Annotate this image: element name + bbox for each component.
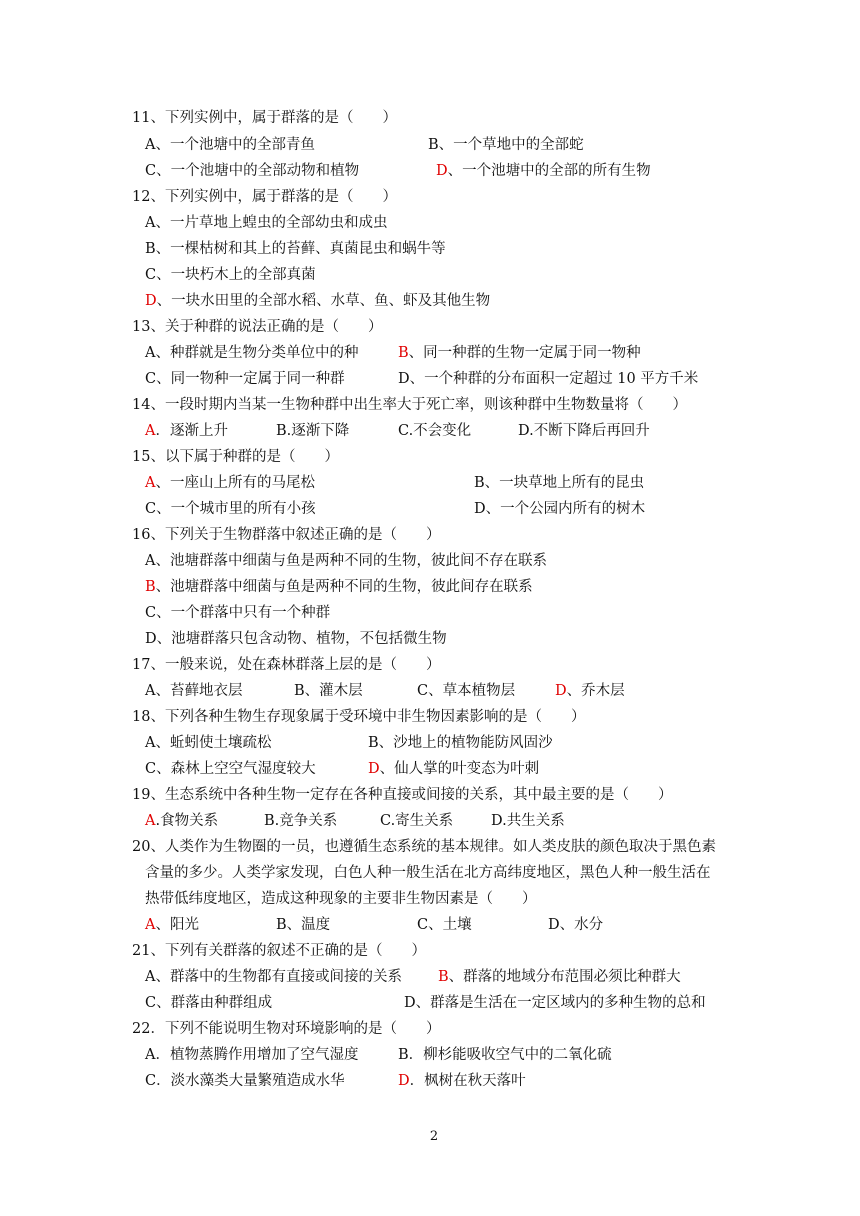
option-key: C bbox=[145, 995, 157, 1011]
option-text: 、一块草地上所有的昆虫 bbox=[484, 475, 645, 491]
question-stem: 19、生态系统中各种生物一定存在各种直接或间接的关系，其中最主要的是（ ） bbox=[132, 787, 673, 803]
option-key: A bbox=[145, 137, 156, 153]
option-key: A bbox=[145, 813, 156, 829]
option-key: B bbox=[428, 137, 439, 153]
answer-option bbox=[145, 1069, 345, 1093]
option-text: ．植物蒸腾作用增加了空气湿度 bbox=[155, 1047, 359, 1063]
option-key: B bbox=[368, 735, 379, 751]
answer-option bbox=[438, 965, 681, 989]
option-key: A bbox=[145, 423, 156, 439]
answer-option bbox=[368, 731, 553, 755]
answer-option bbox=[417, 913, 472, 937]
option-text: .不断下降后再回升 bbox=[529, 423, 650, 439]
option-key: B bbox=[294, 683, 305, 699]
question-stem: 12、下列实例中，属于群落的是（ ） bbox=[132, 189, 397, 205]
answer-option bbox=[145, 1043, 358, 1067]
option-text: 、群落中的生物都有直接或间接的关系 bbox=[155, 969, 402, 985]
answer-option bbox=[145, 471, 315, 495]
question-stem: 21、下列有关群落的叙述不正确的是（ ） bbox=[132, 943, 426, 959]
answer-option bbox=[145, 575, 533, 599]
option-key: D bbox=[474, 501, 486, 517]
option-key: B bbox=[145, 241, 156, 257]
option-key: A bbox=[145, 683, 156, 699]
option-key: D bbox=[398, 371, 410, 387]
option-key: C bbox=[398, 423, 409, 439]
answer-option bbox=[145, 913, 199, 937]
answer-option bbox=[404, 991, 706, 1015]
answer-option bbox=[276, 913, 330, 937]
option-text: 、群落由种群组成 bbox=[156, 995, 273, 1011]
answer-option bbox=[428, 133, 584, 157]
answer-option bbox=[145, 237, 446, 261]
option-key: D bbox=[491, 813, 503, 829]
answer-option bbox=[417, 679, 515, 703]
option-key: D bbox=[436, 163, 448, 179]
option-key: B bbox=[145, 579, 156, 595]
option-key: D bbox=[548, 917, 560, 933]
answer-option bbox=[145, 627, 447, 651]
answer-option bbox=[491, 809, 565, 833]
option-text: 、一座山上所有的马尾松 bbox=[155, 475, 315, 491]
answer-option bbox=[145, 419, 228, 443]
option-text: 、仙人掌的叶变态为叶刺 bbox=[379, 761, 540, 777]
option-text: 、苔藓地衣层 bbox=[155, 683, 243, 699]
option-text: 、阳光 bbox=[155, 917, 199, 933]
option-text: 、池塘群落只包含动物、植物，不包括微生物 bbox=[156, 631, 447, 647]
option-text: 、温度 bbox=[286, 917, 331, 933]
option-text: 、同一种群的生物一定属于同一物种 bbox=[408, 345, 641, 361]
option-text: 、同一物种一定属于同一种群 bbox=[156, 371, 345, 387]
option-key: C bbox=[145, 163, 157, 179]
option-text: 、群落是生活在一定区域内的多种生物的总和 bbox=[415, 995, 706, 1011]
option-key: D bbox=[368, 761, 380, 777]
answer-option bbox=[398, 419, 471, 443]
answer-option bbox=[145, 601, 330, 625]
option-text: 、池塘群落中细菌与鱼是两种不同的生物，彼此间存在联系 bbox=[155, 579, 533, 595]
answer-option bbox=[398, 367, 698, 391]
option-text: 、一个池塘中的全部青鱼 bbox=[155, 137, 315, 153]
question-stem: 20、人类作为生物圈的一员，也遵循生态系统的基本规律。如人类皮肤的颜色取决于黑色素 bbox=[132, 839, 716, 855]
option-key: D bbox=[555, 683, 567, 699]
answer-option bbox=[264, 809, 337, 833]
option-key: A bbox=[145, 553, 156, 569]
option-text: 、森林上空空气湿度较大 bbox=[156, 761, 316, 777]
option-text: 、水分 bbox=[559, 917, 604, 933]
option-key: A bbox=[145, 917, 156, 933]
option-text: 、蚯蚓使土壤疏松 bbox=[155, 735, 272, 751]
option-text: 、一个群落中只有一个种群 bbox=[156, 605, 331, 621]
option-key: C bbox=[145, 501, 157, 517]
answer-option bbox=[145, 679, 242, 703]
option-text: 、一棵枯树和其上的苔藓、真菌昆虫和蜗牛等 bbox=[155, 241, 446, 257]
option-key: A bbox=[145, 1047, 156, 1063]
option-text: .竞争关系 bbox=[274, 813, 338, 829]
option-text: .逐渐下降 bbox=[286, 423, 350, 439]
answer-option bbox=[145, 549, 547, 573]
option-text: 、一块朽木上的全部真菌 bbox=[156, 267, 316, 283]
answer-option bbox=[145, 133, 315, 157]
question-stem-continued: 含量的多少。人类学家发现，白色人种一般生活在北方高纬度地区，黑色人种一般生活在 bbox=[145, 865, 711, 881]
question-stem: 18、下列各种生物生存现象属于受环境中非生物因素影响的是（ ） bbox=[132, 709, 586, 725]
option-text: 、乔木层 bbox=[566, 683, 625, 699]
question-stem: 22．下列不能说明生物对环境影响的是（ ） bbox=[132, 1021, 441, 1037]
option-key: C bbox=[145, 761, 157, 777]
answer-option bbox=[398, 1043, 612, 1067]
option-key: C bbox=[145, 371, 157, 387]
answer-option bbox=[145, 341, 358, 365]
option-text: 、群落的地域分布范围必须比种群大 bbox=[448, 969, 681, 985]
option-key: C bbox=[145, 1073, 157, 1089]
option-key: A bbox=[145, 735, 156, 751]
question-stem: 13、关于种群的说法正确的是（ ） bbox=[132, 319, 383, 335]
answer-option bbox=[518, 419, 650, 443]
question-stem: 16、下列关于生物群落中叙述正确的是（ ） bbox=[132, 527, 441, 543]
answer-option bbox=[380, 809, 453, 833]
answer-option bbox=[436, 159, 651, 183]
option-key: B bbox=[264, 813, 275, 829]
option-text: ．枫树在秋天落叶 bbox=[409, 1073, 526, 1089]
option-text: 、种群就是生物分类单位中的种 bbox=[155, 345, 359, 361]
option-text: ．柳杉能吸收空气中的二氧化硫 bbox=[408, 1047, 612, 1063]
option-key: D bbox=[518, 423, 530, 439]
answer-option bbox=[368, 757, 539, 781]
option-text: 、草本植物层 bbox=[428, 683, 516, 699]
option-key: C bbox=[145, 267, 157, 283]
option-text: ．淡水藻类大量繁殖造成水华 bbox=[156, 1073, 345, 1089]
option-text: 、一块水田里的全部水稻、水草、鱼、虾及其他生物 bbox=[156, 293, 491, 309]
option-text: .不会变化 bbox=[408, 423, 472, 439]
answer-option bbox=[276, 419, 349, 443]
question-stem: 15、以下属于种群的是（ ） bbox=[132, 449, 339, 465]
page-number: 2 bbox=[429, 1129, 439, 1144]
question-stem: 11、下列实例中，属于群落的是（ ） bbox=[132, 110, 397, 126]
answer-option bbox=[474, 471, 644, 495]
answer-option bbox=[145, 367, 345, 391]
answer-option bbox=[145, 211, 387, 235]
answer-option bbox=[145, 497, 316, 521]
option-text: 、一片草地上蝗虫的全部幼虫和成虫 bbox=[155, 215, 388, 231]
option-text: 、一个种群的分布面积一定超过 10 平方千米 bbox=[409, 371, 699, 387]
answer-option bbox=[145, 809, 218, 833]
answer-option bbox=[145, 757, 316, 781]
option-text: 、池塘群落中细菌与鱼是两种不同的生物，彼此间不存在联系 bbox=[155, 553, 547, 569]
option-text: .食物关系 bbox=[155, 813, 219, 829]
option-key: A bbox=[145, 345, 156, 361]
option-key: B bbox=[438, 969, 449, 985]
option-text: 、一个公园内所有的树木 bbox=[485, 501, 646, 517]
option-key: A bbox=[145, 969, 156, 985]
option-key: B bbox=[276, 423, 287, 439]
answer-option bbox=[145, 263, 316, 287]
option-key: D bbox=[404, 995, 416, 1011]
option-key: C bbox=[417, 917, 429, 933]
option-key: B bbox=[398, 1047, 409, 1063]
option-key: C bbox=[145, 605, 157, 621]
answer-option bbox=[145, 289, 490, 313]
answer-option bbox=[398, 341, 641, 365]
answer-option bbox=[145, 991, 272, 1015]
option-text: 、沙地上的植物能防风固沙 bbox=[378, 735, 553, 751]
option-text: 、灌木层 bbox=[304, 683, 363, 699]
question-stem: 17、一般来说，处在森林群落上层的是（ ） bbox=[132, 657, 441, 673]
option-key: D bbox=[145, 631, 157, 647]
option-text: ．逐渐上升 bbox=[155, 423, 228, 439]
option-key: A bbox=[145, 475, 156, 491]
option-text: .共生关系 bbox=[502, 813, 565, 829]
option-text: 、一个城市里的所有小孩 bbox=[156, 501, 316, 517]
answer-option bbox=[398, 1069, 526, 1093]
answer-option bbox=[548, 913, 603, 937]
option-text: 、土壤 bbox=[428, 917, 472, 933]
option-key: B bbox=[276, 917, 287, 933]
answer-option bbox=[145, 159, 359, 183]
option-text: 、一个草地中的全部蛇 bbox=[438, 137, 584, 153]
option-key: B bbox=[474, 475, 485, 491]
option-key: A bbox=[145, 215, 156, 231]
answer-option bbox=[145, 965, 402, 989]
option-key: D bbox=[398, 1073, 410, 1089]
option-key: C bbox=[380, 813, 391, 829]
option-text: 、一个池塘中的全部的所有生物 bbox=[447, 163, 651, 179]
answer-option bbox=[294, 679, 363, 703]
question-stem: 14、一段时期内当某一生物种群中出生率大于死亡率，则该种群中生物数量将（ ） bbox=[132, 397, 687, 413]
option-text: 、一个池塘中的全部动物和植物 bbox=[156, 163, 360, 179]
option-key: C bbox=[417, 683, 429, 699]
answer-option bbox=[145, 731, 271, 755]
option-key: D bbox=[145, 293, 157, 309]
option-key: B bbox=[398, 345, 409, 361]
question-stem-continued: 热带低纬度地区，造成这种现象的主要非生物因素是（ ） bbox=[145, 891, 537, 907]
answer-option bbox=[555, 679, 625, 703]
answer-option bbox=[474, 497, 645, 521]
option-text: .寄生关系 bbox=[390, 813, 454, 829]
